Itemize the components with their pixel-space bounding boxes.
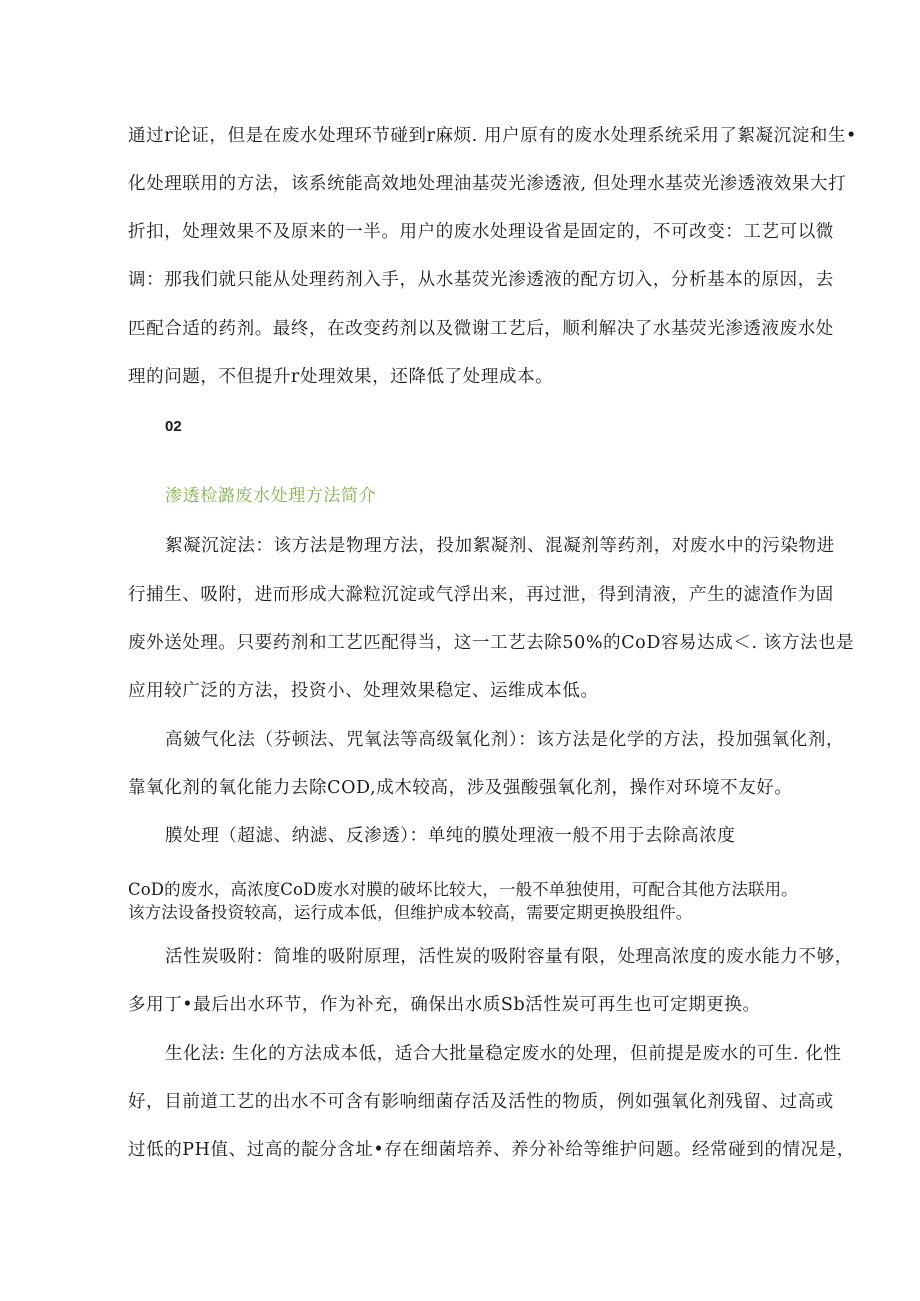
oxidation-line-2: 靠氧化剂的氧化能力去除COD,成木较高，涉及强酸强氧化剂，操作对环境不友好。 — [128, 778, 793, 798]
biochem-line-1: 生化法: 生化的方法成本低，适合大批量稳定废水的处理，但前提是废水的可生. 化性 — [165, 1044, 842, 1064]
intro-line-2: 化处理联用的方法，该系统能高效地处理油基荧光渗透液, 但处理水基荧光渗透液效果大打 — [128, 174, 847, 194]
section-title: 渗透检潞废水处理方法简介 — [165, 486, 377, 506]
flocculation-line-1: 絮凝沉淀法：该方法是物理方法，投加絮凝剂、混凝剂等药剂，对废水中的污染物进 — [165, 536, 835, 556]
flocculation-line-4: 应用较广泛的方法，投资小、处理效果稳定、运维成本低。 — [128, 681, 599, 701]
intro-line-1: 通过r论证，但是在废水处理环节碰到r麻烦. 用户原有的废水处理系统采用了絮凝沉淀和生• — [128, 126, 857, 146]
flocculation-line-3: 废外送处理。只要药剂和工艺匹配得当，这一工艺去除50%的CoD容易达成＜. 该方法也是 — [128, 633, 855, 653]
oxidation-line-1: 高皴气化法（芬顿法、咒氧法等高级氧化剂）：该方法是化学的方法，投加强氧化剂， — [165, 730, 845, 750]
section-number: 02 — [165, 418, 182, 435]
biochem-line-3: 过低的PH值、过高的靛分含址•存在细菌培养、养分补给等维护问题。经常碰到的情况是， — [128, 1140, 855, 1160]
carbon-line-1: 活性炭吸附：简堆的吸附原理，活性炭的吸附容量有限，处理高浓度的废水能力不够， — [165, 947, 853, 967]
membrane-line-2: CoD的废水，高浓度CoD废水对膜的破坏比较大，一般不单独使用，可配合其他方法联用。 — [128, 880, 798, 899]
intro-line-5: 匹配合适的药剂。最终，在改变药剂以及微谢工艺后，顺利解决了水基荧光渗透液废水处 — [128, 319, 834, 339]
intro-line-4: 调：那我们就只能从处理药剂入手，从水基荧光渗透液的配方切入，分析基本的原因，去 — [128, 270, 834, 290]
intro-line-6: 理的问题，不但提升r处理效果，还降低了处理成本。 — [128, 367, 554, 387]
membrane-line-1: 膜处理（超滤、纳滤、反渗透）：单纯的膜处理液一般不用于去除高浓度 — [165, 826, 736, 846]
membrane-line-3: 该方法设备投资较高，运行成本低，但维护成本较高，需要定期更换股组件。 — [128, 903, 693, 922]
carbon-line-2: 多用丁•最后出水环节，作为补充，确保出水质Sb活性炭可再生也可定期更换。 — [128, 995, 761, 1015]
flocculation-line-2: 行捕生、吸附，进而形成大滁粒沉淀或气浮出来，再过泄，得到清液，产生的滤渣作为固 — [128, 585, 834, 605]
biochem-line-2: 好，目前道工艺的出水不可含有影响细菌存活及活性的物质，例如强氧化剂残留、过高或 — [128, 1092, 834, 1112]
intro-line-3: 折扣，处理效果不及原来的一半。用户的废水处理设省是固定的，不可改变：工艺可以微 — [128, 222, 834, 242]
